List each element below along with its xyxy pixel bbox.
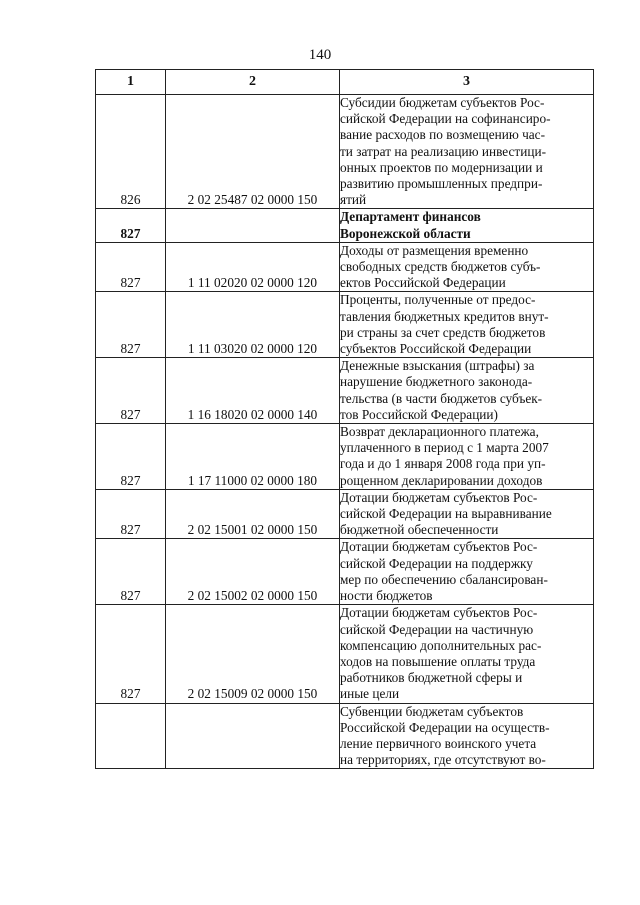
admin-code-cell: 827 [96,292,166,358]
admin-code-cell: 826 [96,95,166,209]
admin-code-cell: 827 [96,605,166,703]
revenue-code-cell [166,209,340,242]
description-cell: Субвенции бюджетам субъектов Российской Федерации на осуществ- ление первичного воинского учета на территориях, где отсутствуют во- [340,703,594,769]
table-row [96,539,594,605]
admin-code-cell: 827 [96,489,166,539]
revenue-code-cell [166,703,340,769]
admin-code-cell: 827 [96,358,166,424]
revenue-code-cell: 2 02 15009 02 0000 150 [166,605,340,703]
description-cell: Дотации бюджетам субъектов Рос- сийской Федерации на выравнивание бюджетной обеспеченности [340,489,594,539]
admin-code-cell: 827 [96,424,166,490]
revenue-code-cell: 2 02 15002 02 0000 150 [166,539,340,605]
table-row [96,703,594,769]
table-row [96,489,594,539]
table-row [96,605,594,703]
revenue-code-cell: 1 17 11000 02 0000 180 [166,424,340,490]
budget-classification-table [95,69,594,769]
page-number: 140 [308,47,332,63]
revenue-code-cell: 2 02 25487 02 0000 150 [166,95,340,209]
department-name-cell: Департамент финансов Воронежской области [340,209,594,242]
table-row [96,95,594,209]
revenue-code-cell: 1 11 02020 02 0000 120 [166,242,340,292]
description-cell: Проценты, полученные от предос- тавления бюджетных кредитов внут- ри страны за счет средств бюджетов субъектов Российской Федерации [340,292,594,358]
description-cell: Доходы от размещения временно свободных средств бюджетов субъ- ектов Российской Федерации [340,242,594,292]
revenue-code-cell: 2 02 15001 02 0000 150 [166,489,340,539]
table-row [96,242,594,292]
table-header-row [96,70,594,95]
table-row [96,292,594,358]
admin-code-cell [96,703,166,769]
admin-code-cell: 827 [96,209,166,242]
admin-code-cell: 827 [96,539,166,605]
department-header-row [96,209,594,242]
description-cell: Дотации бюджетам субъектов Рос- сийской Федерации на поддержку мер по обеспечению сбалансирован- ности бюджетов [340,539,594,605]
column-header-3: 3 [340,70,594,95]
column-header-2: 2 [166,70,340,95]
table-row [96,358,594,424]
description-cell: Денежные взыскания (штрафы) за нарушение бюджетного законода- тельства (в части бюджетов субъек- тов Российской Федерации) [340,358,594,424]
revenue-code-cell: 1 16 18020 02 0000 140 [166,358,340,424]
revenue-code-cell: 1 11 03020 02 0000 120 [166,292,340,358]
table-row [96,424,594,490]
description-cell: Субсидии бюджетам субъектов Рос- сийской Федерации на софинансиро- вание расходов по возмещению час- ти затрат на реализацию инвестици- онных проектов по модернизации и развитию промышленных предпри- ятий [340,95,594,209]
column-header-1: 1 [96,70,166,95]
description-cell: Возврат декларационного платежа, уплаченного в период с 1 марта 2007 года и до 1 января 2008 года при уп- рощенном декларировании доходов [340,424,594,490]
admin-code-cell: 827 [96,242,166,292]
description-cell: Дотации бюджетам субъектов Рос- сийской Федерации на частичную компенсацию дополнительных рас- ходов на повышение оплаты труда работников бюджетной сферы и иные цели [340,605,594,703]
